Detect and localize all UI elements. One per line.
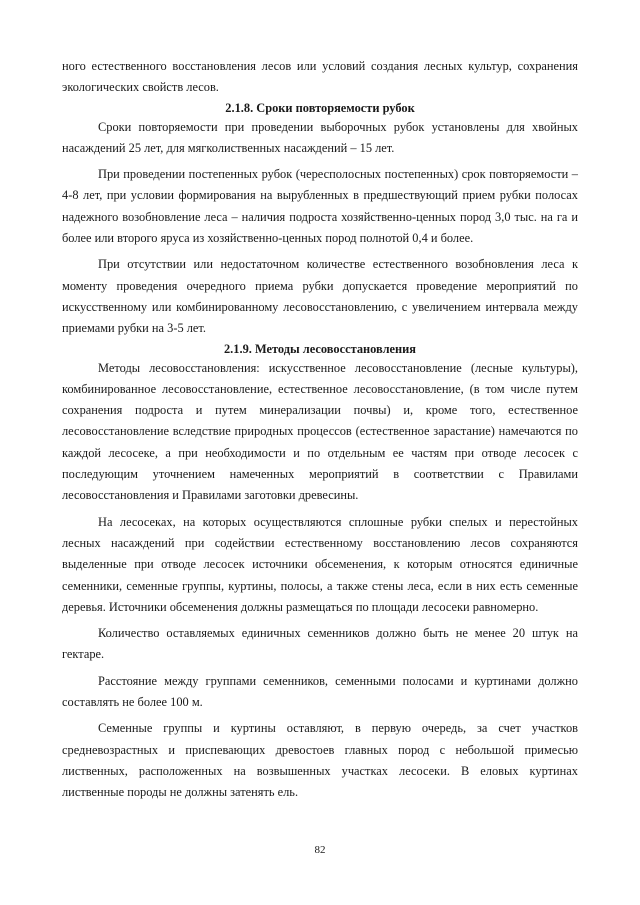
section-heading-2-1-9: 2.1.9. Методы лесовосстановления <box>223 341 417 356</box>
section-heading-2-1-8: 2.1.8. Сроки повторяемости рубок <box>225 100 415 115</box>
paragraph-gradual-logging: При проведении постепенных рубок (чересполосных постепенных) срок повторяемости – 4-8 лет, при условии формирования на вырубленных в предшествующий прием рубки полосах надежного возобновление леса – наличия подроста хозяйственно-ценных пород 3,0 тыс. на га и более или второго яруса из хозяйственно-ценных пород полнотой 0,4 и более. <box>62 167 578 246</box>
paragraph-continuation: ного естественного восстановления лесов или условий создания лесных культур, сохранения экологических свойств лесов. <box>62 59 578 95</box>
page-body <box>62 56 578 804</box>
paragraph-seed-group-distance: Расстояние между группами семенников, семенными полосами и куртинами должно составлять не более 100 м. <box>62 673 578 710</box>
paragraph-seed-groups: Семенные группы и куртины оставляют, в первую очередь, за счет участков средневозрастных и приспевающих древостоев главных пород с небольшой примесью лиственных, расположенных на возвышенных участках лесосеки. В еловых куртинах лиственные породы не должны затенять ель. <box>62 721 578 800</box>
paragraph-logging-intervals: Сроки повторяемости при проведении выборочных рубок установлены для хвойных насаждений 25 лет, для мягколиственных насаждений – 15 лет. <box>62 119 578 155</box>
page-number: 82 <box>314 844 326 856</box>
paragraph-insufficient-regeneration: При отсутствии или недостаточном количестве естественного возобновления леса к моменту проведения очередного приема рубки допускается проведение мероприятий по искусственному или комбинированному лесовосстановлению, с увеличением интервала между приемами рубки на 3-5 лет. <box>62 257 578 336</box>
paragraph-seed-tree-count: Количество оставляемых единичных семенников должно быть не менее 20 штук на гектаре. <box>62 626 578 662</box>
paragraph-reforestation-methods: Методы лесовосстановления: искусственное лесовосстановление (лесные культуры), комбинированное лесовосстановление, естественное лесовосстановление, (в том числе путем сохранения подроста и путем минерализации почвы) и, кроме того, естественное лесовосстановление вследствие природных процессов (естественное зарастание) намечаются по каждой лесосеке, а при необходимости и по отдельным ее частям при отводе лесосек с последующим уточнением намеченных мероприятий в соответствии с Правилами лесовосстановления и Правилами заготовки древесины. <box>62 360 578 503</box>
paragraph-seed-sources: На лесосеках, на которых осуществляются сплошные рубки спелых и перестойных лесных насаждений при содействии естественному восстановлению лесов сохраняются выделенные при отводе лесосек источники обсеменения, к которым относятся единичные семенники, семенные группы, куртины, полосы, а также стены леса, если в них есть семенные деревья. Источники обсеменения должны размещаться по площади лесосеки равномерно. <box>62 514 578 614</box>
